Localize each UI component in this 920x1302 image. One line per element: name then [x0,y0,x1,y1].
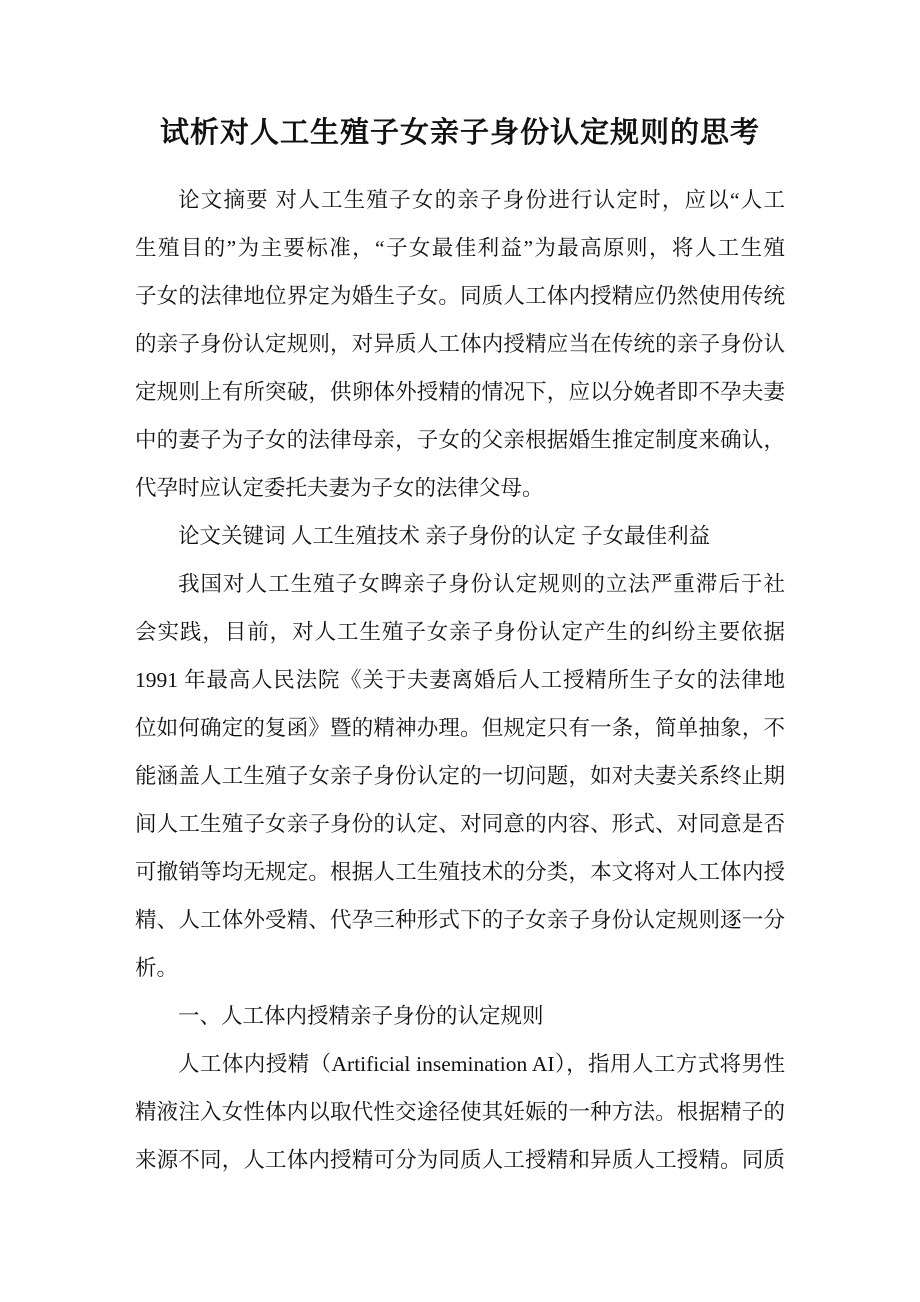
section-one-paragraph-line: 来源不同，人工体内授精可分为同质人工授精和异质人工授精。同质 [135,1148,785,1172]
abstract-paragraph-line: 中的妻子为子女的法律母亲，子女的父亲根据婚生推定制度来确认， [135,428,785,452]
page-title: 试析对人工生殖子女亲子身份认定规则的思考 [159,117,760,149]
abstract-paragraph-line: 论文摘要 对人工生殖子女的亲子身份进行认定时，应以“人工 [178,188,785,212]
intro-paragraph-line: 会实践，目前，对人工生殖子女亲子身份认定产生的纠纷主要依据 [135,620,785,644]
abstract-paragraph-line: 生殖目的”为主要标准，“子女最佳利益”为最高原则，将人工生殖 [135,236,785,260]
document-body [135,176,785,1184]
intro-paragraph-line: 1991 年最高人民法院《关于夫妻离婚后人工授精所生子女的法律地 [135,668,785,692]
document-text-block [135,105,785,1184]
abstract-paragraph-line: 的亲子身份认定规则，对异质人工体内授精应当在传统的亲子身份认 [135,332,785,356]
intro-paragraph-line: 我国对人工生殖子女睥亲子身份认定规则的立法严重滞后于社 [178,572,785,596]
abstract-paragraph-line: 定规则上有所突破，供卵体外授精的情况下，应以分娩者即不孕夫妻 [135,380,785,404]
intro-paragraph-line: 能涵盖人工生殖子女亲子身份认定的一切问题，如对夫妻关系终止期 [135,764,785,788]
abstract-paragraph-line: 子女的法律地位界定为婚生子女。同质人工体内授精应仍然使用传统 [135,284,785,308]
section-one-paragraph-line: 人工体内授精（Artificial insemination AI），指用人工方式将男性 [178,1052,785,1076]
intro-paragraph-line: 位如何确定的复函》暨的精神办理。但规定只有一条，简单抽象，不 [135,716,785,740]
intro-paragraph-line: 间人工生殖子女亲子身份的认定、对同意的内容、形式、对同意是否 [135,812,785,836]
intro-paragraph-line: 析。 [135,956,179,980]
section-one-paragraph-line: 精液注入女性体内以取代性交途径使其妊娠的一种方法。根据精子的 [135,1100,785,1124]
abstract-paragraph-line: 代孕时应认定委托夫妻为子女的法律父母。 [135,476,544,500]
intro-paragraph-line: 精、人工体外受精、代孕三种形式下的子女亲子身份认定规则逐一分 [135,908,785,932]
section-one-heading-line: 一、人工体内授精亲子身份的认定规则 [178,1004,544,1028]
keywords-paragraph-line: 论文关键词 人工生殖技术 亲子身份的认定 子女最佳利益 [178,524,711,548]
intro-paragraph-line: 可撤销等均无规定。根据人工生殖技术的分类，本文将对人工体内授 [135,860,785,884]
